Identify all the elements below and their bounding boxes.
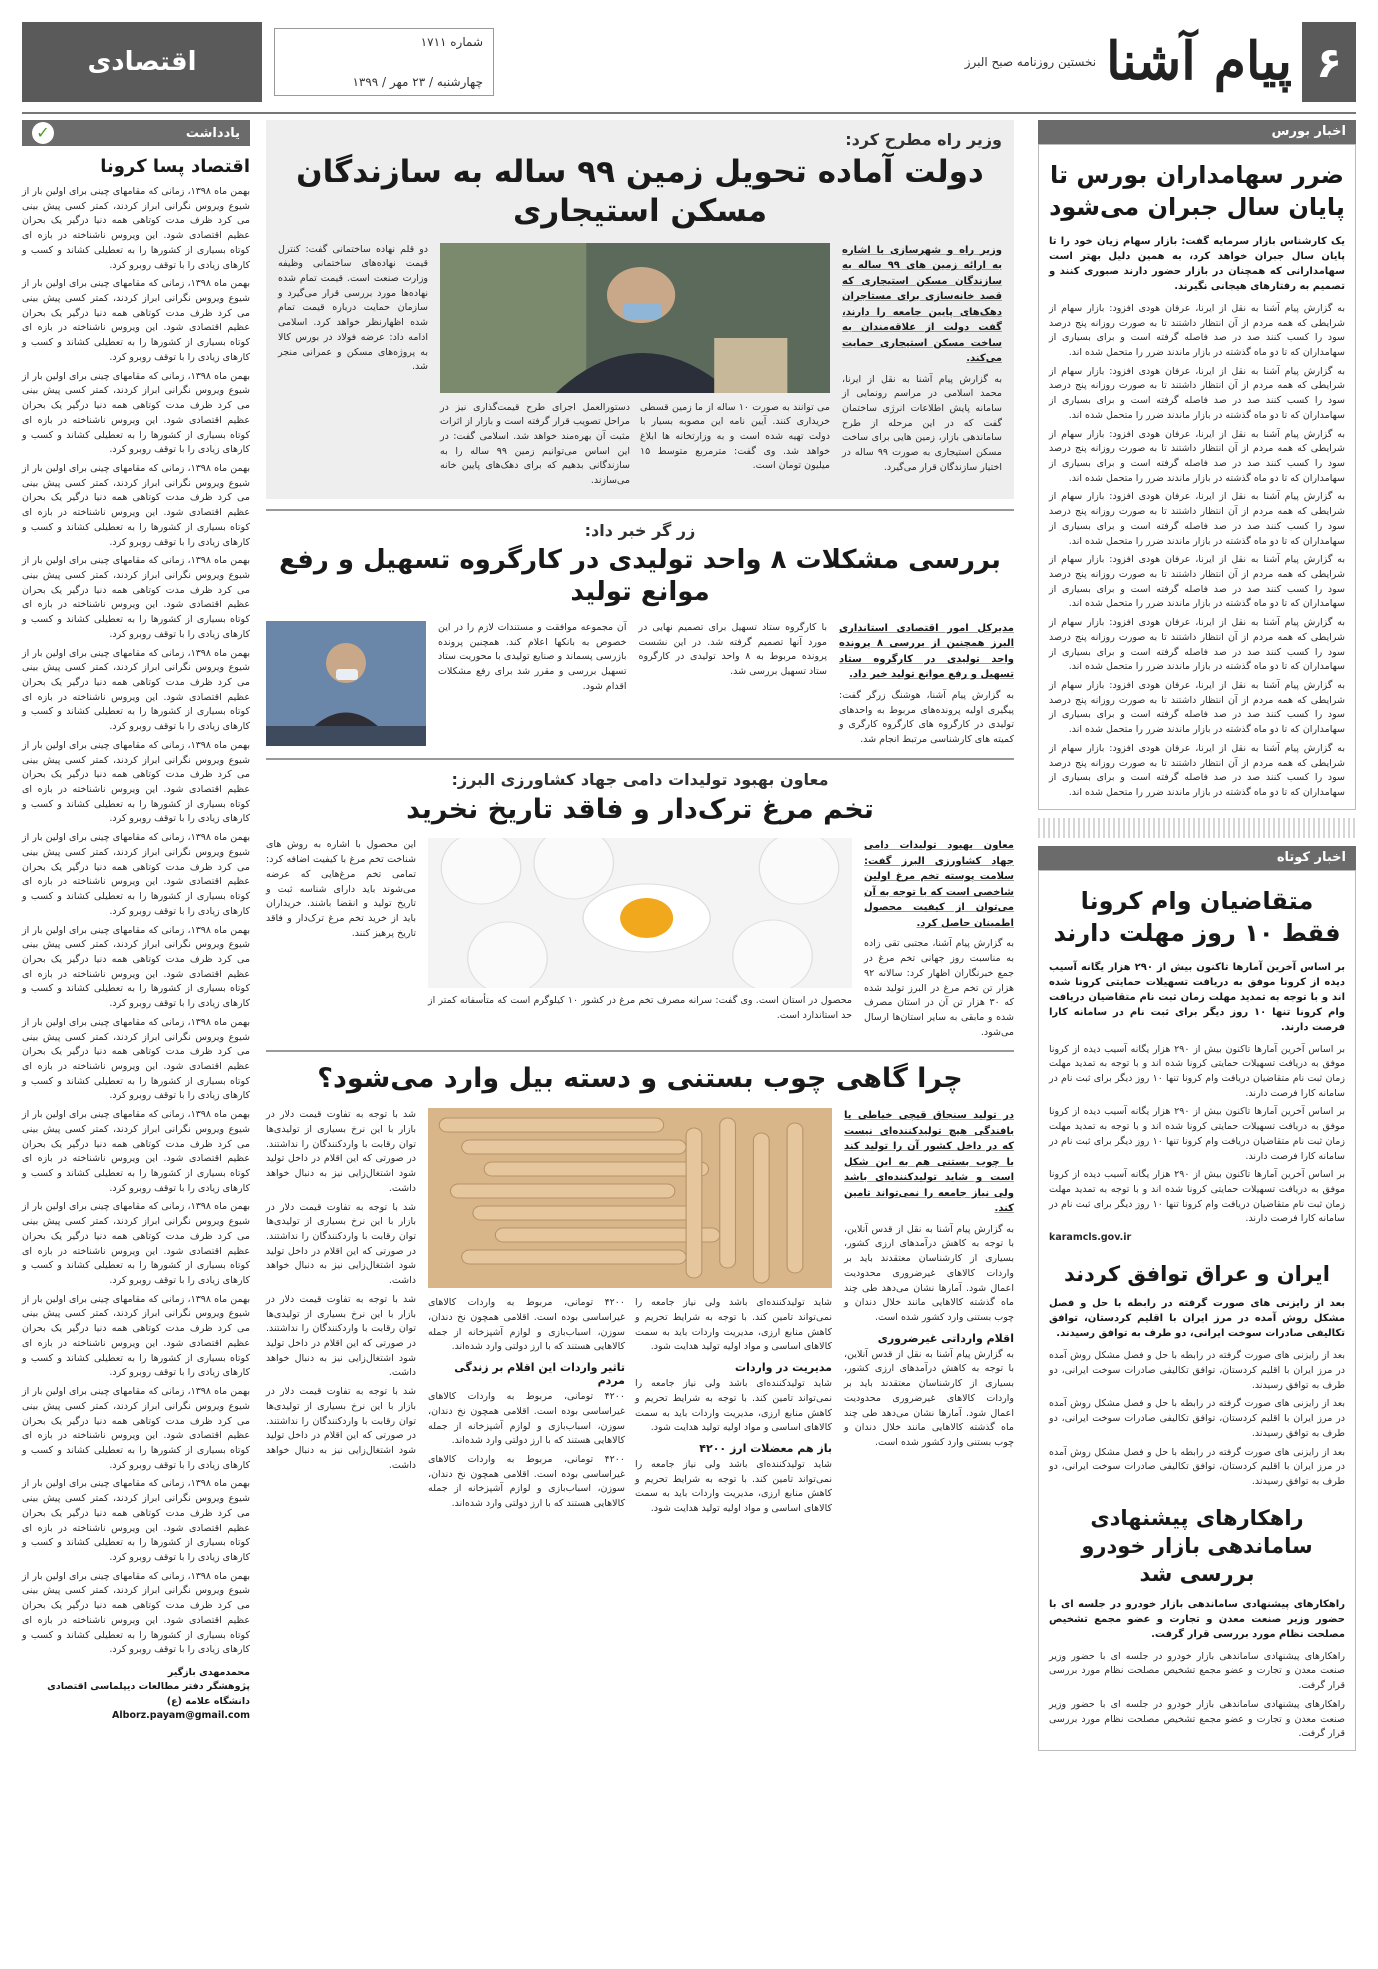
note-body-12: بهمن ماه ۱۳۹۸، زمانی که مقامهای چینی برای اولین بار از شیوع ویروس نگرانی ابراز کردند، کمتر کسی پیش بینی می کرد ظرف مدت کوتاهی همه دنیا درگیر یک بحران عظیم اقتصادی شود. این ویروس ناشناخته در بازه ای کوتاه بسیاری از کشورها را به تعطیلی کشاند و کسب و کارهای زیادی را با توقف روبرو کرد. (22, 1201, 251, 1287)
author-block (22, 1666, 250, 1723)
eggs-body-c: این محصول با اشاره به روش های شناخت تخم مرغ با کیفیت اضافه کرد: تمامی تخم مرغ‌هایی که عرضه می‌شوند باید دارای شناسه ثبت و تاریخ تولید و انقضا باشند. خریداران باید از خرید تخم مرغ ترک‌دار و فاقد تاریخ پرهیز کنند. (266, 839, 416, 939)
bourse-body-8: به گزارش پیام آشنا به نقل از ایرنا، عرفان هودی افزود: بازار سهام از شرایطی که همه مردم از آن انتظار داشتند تا به صورت روزانه پنج درصد سود را کسب کنند صد در صد فاصله گرفته است و برای بسیاری از سهامداران که تا دو ماه گذشته در بازار ماندند ضرر را متحمل شده اند. (1049, 742, 1345, 799)
bourse-body: به گزارش پیام آشنا به نقل از ایرنا، عرفان هودی افزود: بازار سهام از شرایطی که همه مردم از آن انتظار داشتند تا به صورت روزانه پنج درصد سود را کسب کنند صد در صد فاصله گرفته است و برای بسیاری از سهامداران که تا دو ماه گذشته در بازار ماندند ضرر را متحمل شده اند. (1049, 302, 1345, 358)
note-body-9: بهمن ماه ۱۳۹۸، زمانی که مقامهای چینی برای اولین بار از شیوع ویروس نگرانی ابراز کردند، کمتر کسی پیش بینی می کرد ظرف مدت کوتاهی همه دنیا درگیر یک بحران عظیم اقتصادی شود. این ویروس ناشناخته در بازه ای کوتاه بسیاری از کشورها را به تعطیلی کشاند و کسب و کارهای زیادی را با توقف روبرو کرد. (22, 924, 251, 1010)
popsicle-sticks-photo (428, 1108, 832, 1288)
note-body-13: بهمن ماه ۱۳۹۸، زمانی که مقامهای چینی برای اولین بار از شیوع ویروس نگرانی ابراز کردند، کمتر کسی پیش بینی می کرد ظرف مدت کوتاهی همه دنیا درگیر یک بحران عظیم اقتصادی شود. این ویروس ناشناخته در بازه ای کوتاه بسیاری از کشورها را به تعطیلی کشاند و کسب و کارهای زیادی را با توقف روبرو کرد. (22, 1293, 251, 1379)
production-body-b: با کارگروه ستاد تسهیل برای تصمیم نهایی در مورد آنها تصمیم گرفته شد. در این نشست پرونده مربوط به ۸ واحد تولیدی در کارگروه ستاد تسهیل بررسی شد. (638, 621, 828, 677)
section-bar-short-news: اخبار کوتاه (1038, 846, 1356, 870)
right-column (1038, 120, 1356, 1751)
imports-body-a2: به گزارش پیام آشنا به نقل از قدس آنلاین، با توجه به کاهش درآمدهای ارزی کشور، بسیاری از کارشناسان معتقدند باید بر واردات کالاهای غیرضروری محدودیت اعمال شود. آمارها نشان می‌دهد طی چند ماه گذشته کالاهایی مانند خلال دندان و چوب بستنی وارد کشور شده است. (844, 1348, 1014, 1449)
divider-dots (1038, 818, 1356, 838)
minister-photo-graphic (440, 243, 830, 393)
imports-body-c3: شاید تولیدکننده‌ای باشد ولی نیاز جامعه را نمی‌تواند تامین کند. با توجه به شرایط تحریم و کاهش منابع ارزی، مدیریت واردات باید به سمت کالاهای اساسی و مواد اولیه تولید هدایت شود. (635, 1458, 832, 1515)
imports-body-d2: شد با توجه به تفاوت قیمت دلار در بازار با این نرخ بسیاری از تولیدی‌ها توان رقابت با واردکنندگان را نداشتند. در صورتی که این اقلام در داخل تولید شود اشتغال‌زایی نیز به دنبال خواهد داشت. (266, 1201, 416, 1287)
issue-info (274, 28, 494, 96)
eggs-lead: معاون بهبود تولیدات دامی جهاد کشاورزی البرز گفت: سلامت پوسته تخم مرغ اولین شاخصی است که با توجه به آن می‌توان از کیفیت محصول اطمینان حاصل کرد. (864, 840, 1014, 929)
car-market-body: راهکارهای پیشنهادی ساماندهی بازار خودرو در جلسه ای با حضور وزیر صنعت معدن و تجارت و عضو مجمع تشخیص مصلحت نظام مورد بررسی قرار گرفت. (1049, 1650, 1345, 1692)
bourse-body-3: به گزارش پیام آشنا به نقل از ایرنا، عرفان هودی افزود: بازار سهام از شرایطی که همه مردم از آن انتظار داشتند تا به صورت روزانه پنج درصد سود را کسب کنند صد در صد فاصله گرفته است و برای بسیاری از سهامداران که تا دو ماه گذشته در بازار ماندند ضرر را متحمل شده اند. (1049, 428, 1345, 484)
article-housing (266, 120, 1014, 499)
official-photo-graphic (266, 621, 426, 746)
note-bar (22, 120, 250, 146)
section-title: اقتصادی (22, 22, 262, 102)
iraq-body: بعد از رایزنی های صورت گرفته در رابطه با حل و فصل مشکل روش آمده در مرز ایران با اقلیم کردستان، توافق تکالیفی صادرات سوخت ایرانی، دو طرف به توافق رسیدند. (1049, 1350, 1345, 1391)
car-market-lead: راهکارهای پیشنهادی ساماندهی بازار خودرو در جلسه ای با حضور وزیر صنعت معدن و تجارت و عضو مجمع تشخیص مصلحت نظام مورد بررسی قرار گرفت. (1049, 1598, 1345, 1640)
article-production (266, 521, 1014, 748)
note-body: بهمن ماه ۱۳۹۸، زمانی که مقامهای چینی برای اولین بار از شیوع ویروس نگرانی ابراز کردند، کمتر کسی پیش بینی می کرد ظرف مدت کوتاهی همه دنیا درگیر یک بحران عظیم اقتصادی شود. این ویروس ناشناخته در بازه ای کوتاه بسیاری از کشورها را به تعطیلی کشاند و کسب و کارهای زیادی را با توقف روبرو کرد. (22, 186, 251, 271)
note-body-16: بهمن ماه ۱۳۹۸، زمانی که مقامهای چینی برای اولین بار از شیوع ویروس نگرانی ابراز کردند، کمتر کسی پیش بینی می کرد ظرف مدت کوتاهی همه دنیا درگیر یک بحران عظیم اقتصادی شود. این ویروس ناشناخته در بازه ای کوتاه بسیاری از کشورها را به تعطیلی کشاند و کسب و کارهای زیادی را با توقف روبرو کرد. (22, 1570, 251, 1656)
author-email: Alborz.payam@gmail.com (112, 1709, 250, 1721)
iraq-lead: بعد از رایزنی های صورت گرفته در رابطه با حل و فصل مشکل روش آمده در مرز ایران با اقلیم کردستان، توافق تکالیفی صادرات سوخت ایرانی، دو طرف به توافق رسیدند. (1049, 1298, 1345, 1340)
issue-number: شماره ۱۷۱۱ (420, 35, 483, 49)
main-articles (266, 120, 1014, 1517)
imports-body-d4: شد با توجه به تفاوت قیمت دلار در بازار با این نرخ بسیاری از تولیدی‌ها توان رقابت با واردکنندگان را نداشتند. در صورتی که این اقلام در داخل تولید شود اشتغال‌زایی نیز به دنبال خواهد داشت. (266, 1386, 416, 1471)
note-body-2: بهمن ماه ۱۳۹۸، زمانی که مقامهای چینی برای اولین بار از شیوع ویروس نگرانی ابراز کردند، کمتر کسی پیش بینی می کرد ظرف مدت کوتاهی همه دنیا درگیر یک بحران عظیم اقتصادی شود. این ویروس ناشناخته در بازه ای کوتاه بسیاری از کشورها را به تعطیلی کشاند و کسب و کارهای زیادی را با توقف روبرو کرد. (22, 278, 251, 363)
imports-body-a: به گزارش پیام آشنا به نقل از قدس آنلاین، با توجه به کاهش درآمدهای ارزی کشور، بسیاری از کارشناسان معتقدند باید بر واردات کالاهای غیرضروری محدودیت اعمال شود. آمارها نشان می‌دهد طی چند ماه گذشته کالاهایی مانند خلال دندان و چوب بستنی وارد کشور شده است. (844, 1223, 1014, 1324)
note-body-14: بهمن ماه ۱۳۹۸، زمانی که مقامهای چینی برای اولین بار از شیوع ویروس نگرانی ابراز کردند، کمتر کسی پیش بینی می کرد ظرف مدت کوتاهی همه دنیا درگیر یک بحران عظیم اقتصادی شود. این ویروس ناشناخته در بازه ای کوتاه بسیاری از کشورها را به تعطیلی کشاند و کسب و کارهای زیادی را با توقف روبرو کرد. (22, 1386, 251, 1471)
production-body-c: آن مجموعه موافقت و مستندات لازم را در این خصوص به بانکها اعلام کند. همچنین پرونده بازرسی پسماند و صنایع تولیدی با محوریت ستاد تسهیل بررسی و مقرر شد برای رفع مشکلات اقدام شود. (438, 621, 627, 692)
bourse-lead: یک کارشناس بازار سرمایه گفت: بازار سهام زیان خود را تا پایان سال جبران خواهد کرد، به همین دلیل بهتر است سهامدارانی که همچنان در بازار حضور دارند صبوری کنند و تصمیم به رفتارهای هیجانی نگیرند. (1049, 235, 1345, 292)
bourse-headline: ضرر سهامداران بورس تا پایان سال جبران می‌شود (1049, 161, 1345, 222)
note-body-4: بهمن ماه ۱۳۹۸، زمانی که مقامهای چینی برای اولین بار از شیوع ویروس نگرانی ابراز کردند، کمتر کسی پیش بینی می کرد ظرف مدت کوتاهی همه دنیا درگیر یک بحران عظیم اقتصادی شود. این ویروس ناشناخته در بازه ای کوتاه بسیاری از کشورها را به تعطیلی کشاند و کسب و کارهای زیادی را با توقف روبرو کرد. (22, 462, 251, 548)
imports-subhead-2: تاثیر واردات این اقلام بر زندگی مردم (454, 1361, 625, 1388)
article-eggs (266, 770, 1014, 1041)
imports-body-b3: ۴۲۰۰ تومانی، مربوط به واردات کالاهای غیراساسی بوده است. اقلامی همچون نخ دندان، سوزن، اسباب‌بازی و لوازم آشپزخانه از جمله کالاهایی هستند که با ارز دولتی وارد شده‌اند. (428, 1453, 625, 1510)
note-section-label: یادداشت (185, 125, 240, 141)
section-bar-bourse: اخبار بورس (1038, 120, 1356, 144)
bourse-body-2: به گزارش پیام آشنا به نقل از ایرنا، عرفان هودی افزود: بازار سهام از شرایطی که همه مردم از آن انتظار داشتند تا به صورت روزانه پنج درصد سود را کسب کنند صد در صد فاصله گرفته است و برای بسیاری از سهامداران که تا دو ماه گذشته در بازار ماندند ضرر را متحمل شده اند. (1049, 365, 1345, 421)
page-number: ۶ (1302, 22, 1356, 102)
imports-subhead-4: باز هم معضلات ارز ۴۲۰۰ (699, 1441, 832, 1455)
iraq-body-3: بعد از رایزنی های صورت گرفته در رابطه با حل و فصل مشکل روش آمده در مرز ایران با اقلیم کردستان، توافق تکالیفی صادرات سوخت ایرانی، دو طرف به توافق رسیدند. (1049, 1446, 1345, 1487)
iraq-headline: ایران و عراق توافق کردند (1064, 1261, 1330, 1286)
masthead (22, 22, 1356, 102)
official-photo (266, 621, 426, 746)
loan-body-3: بر اساس آخرین آمارها تاکنون بیش از ۲۹۰ هزار یگانه آسیب دیده از کرونا موفق به دریافت تسهیلات حمایتی کرونا شده اند و با توجه به تمدید مهلت زمان ثبت نام متقاضیان دریافت وام کرونا تنها ۱۰ روز دیگر برای ثبت نام در سامانه کارا فرصت دارند. (1049, 1169, 1345, 1225)
top-rule (22, 112, 1356, 114)
production-lead: مدیرکل امور اقتصادی استانداری البرز همچنین از بررسی ۸ پرونده واحد تولیدی در کارگروه ستاد تسهیل و رفع موانع تولید خبر داد. (839, 622, 1015, 681)
eggs-photo (428, 838, 852, 988)
housing-body-c: می توانند به صورت ۱۰ ساله از ما زمین قسطی خریداری کنند. آیین نامه این مصوبه بسیار با دولت تهیه شده است و به وزارتخانه ها ابلاغ خواهد شد. وی گفت: مترمربع متوسط ۱۵ میلیون تومان است. (640, 401, 830, 472)
author-role: پژوهشگر دفتر مطالعات دیپلماسی اقتصادی دانشگاه علامه (ع) (47, 1681, 250, 1707)
popsicle-sticks-graphic (428, 1108, 832, 1288)
iraq-body-2: بعد از رایزنی های صورت گرفته در رابطه با حل و فصل مشکل روش آمده در مرز ایران با اقلیم کردستان، توافق تکالیفی صادرات سوخت ایرانی، دو طرف به توافق رسیدند. (1049, 1398, 1345, 1439)
note-body-6: بهمن ماه ۱۳۹۸، زمانی که مقامهای چینی برای اولین بار از شیوع ویروس نگرانی ابراز کردند، کمتر کسی پیش بینی می کرد ظرف مدت کوتاهی همه دنیا درگیر یک بحران عظیم اقتصادی شود. این ویروس ناشناخته در بازه ای کوتاه بسیاری از کشورها را به تعطیلی کشاند و کسب و کارهای زیادی را با توقف روبرو کرد. (22, 647, 251, 733)
bourse-body-5: به گزارش پیام آشنا به نقل از ایرنا، عرفان هودی افزود: بازار سهام از شرایطی که همه مردم از آن انتظار داشتند تا به صورت روزانه پنج درصد سود را کسب کنند صد در صد فاصله گرفته است و برای بسیاری از سهامداران که تا دو ماه گذشته در بازار ماندند ضرر را متحمل شده اند. (1049, 554, 1345, 610)
eggs-kicker: معاون بهبود تولیدات دامی جهاد کشاورزی البرز: (451, 769, 829, 789)
note-body-8: بهمن ماه ۱۳۹۸، زمانی که مقامهای چینی برای اولین بار از شیوع ویروس نگرانی ابراز کردند، کمتر کسی پیش بینی می کرد ظرف مدت کوتاهی همه دنیا درگیر یک بحران عظیم اقتصادی شود. این ویروس ناشناخته در بازه ای کوتاه بسیاری از کشورها را به تعطیلی کشاند و کسب و کارهای زیادی را با توقف روبرو کرد. (22, 832, 251, 917)
note-body-11: بهمن ماه ۱۳۹۸، زمانی که مقامهای چینی برای اولین بار از شیوع ویروس نگرانی ابراز کردند، کمتر کسی پیش بینی می کرد ظرف مدت کوتاهی همه دنیا درگیر یک بحران عظیم اقتصادی شود. این ویروس ناشناخته در بازه ای کوتاه بسیاری از کشورها را به تعطیلی کشاند و کسب و کارهای زیادی را با توقف روبرو کرد. (22, 1109, 251, 1194)
imports-headline: چرا گاهی چوب بستنی و دسته بیل وارد می‌شود؟ (317, 1063, 963, 1095)
eggs-body-b: محصول در استان است. وی گفت: سرانه مصرف تخم مرغ در کشور ۱۰ کیلوگرم است که متأسفانه کمتر از حد استاندارد است. (428, 995, 852, 1022)
imports-body-c2: شاید تولیدکننده‌ای باشد ولی نیاز جامعه را نمی‌تواند تامین کند. با توجه به شرایط تحریم و کاهش منابع ارزی، مدیریت واردات باید به سمت کالاهای اساسی و مواد اولیه تولید هدایت شود. (635, 1378, 832, 1434)
bourse-article (1038, 144, 1356, 810)
note-body-5: بهمن ماه ۱۳۹۸، زمانی که مقامهای چینی برای اولین بار از شیوع ویروس نگرانی ابراز کردند، کمتر کسی پیش بینی می کرد ظرف مدت کوتاهی همه دنیا درگیر یک بحران عظیم اقتصادی شود. این ویروس ناشناخته در بازه ای کوتاه بسیاری از کشورها را به تعطیلی کشاند و کسب و کارهای زیادی را با توقف روبرو کرد. (22, 555, 251, 640)
note-title: اقتصاد پسا کرونا (100, 156, 250, 177)
housing-lead: وزیر راه و شهرسازی با اشاره به ارائه زمین های ۹۹ ساله به سازندگان مسکن استیجاری که قصد خانه‌سازی برای مستاجران دهک‌های پایین جامعه را دارند، گفت دولت از علاقه‌مندان به ساخت مسکن استیجاری حمایت می‌کند. (842, 244, 1002, 364)
minister-photo (440, 243, 830, 393)
newspaper-logo: پیام آشنا (1106, 31, 1292, 92)
issue-date: چهارشنبه / ۲۳ مهر / ۱۳۹۹ (352, 75, 483, 89)
check-icon: ✓ (32, 122, 54, 144)
imports-body-c: شاید تولیدکننده‌ای باشد ولی نیاز جامعه را نمی‌تواند تامین کند. با توجه به شرایط تحریم و کاهش منابع ارزی، مدیریت واردات باید به سمت کالاهای اساسی و مواد اولیه تولید هدایت شود. (635, 1297, 832, 1353)
note-body-10: بهمن ماه ۱۳۹۸، زمانی که مقامهای چینی برای اولین بار از شیوع ویروس نگرانی ابراز کردند، کمتر کسی پیش بینی می کرد ظرف مدت کوتاهی همه دنیا درگیر یک بحران عظیم اقتصادی شود. این ویروس ناشناخته در بازه ای کوتاه بسیاری از کشورها را به تعطیلی کشاند و کسب و کارهای زیادی را با توقف روبرو کرد. (22, 1016, 251, 1102)
loan-lead: بر اساس آخرین آمارها تاکنون بیش از ۲۹۰ هزار یگانه آسیب دیده از کرونا موفق به دریافت تسهیلات حمایتی کرونا شده اند و با توجه به تمدید مهلت زمان ثبت نام متقاضیان دریافت وام کرونا تنها ۱۰ روز دیگر برای ثبت نام در سامانه کارا فرصت دارند. (1049, 961, 1345, 1033)
author-name: محمدمهدی بازگیر (167, 1667, 250, 1678)
note-body-7: بهمن ماه ۱۳۹۸، زمانی که مقامهای چینی برای اولین بار از شیوع ویروس نگرانی ابراز کردند، کمتر کسی پیش بینی می کرد ظرف مدت کوتاهی همه دنیا درگیر یک بحران عظیم اقتصادی شود. این ویروس ناشناخته در بازه ای کوتاه بسیاری از کشورها را به تعطیلی کشاند و کسب و کارهای زیادی را با توقف روبرو کرد. (22, 739, 251, 825)
article-imports (266, 1062, 1014, 1516)
bourse-body-6: به گزارش پیام آشنا به نقل از ایرنا، عرفان هودی افزود: بازار سهام از شرایطی که همه مردم از آن انتظار داشتند تا به صورت روزانه پنج درصد سود را کسب کنند صد در صد فاصله گرفته است و برای بسیاری از سهامداران که تا دو ماه گذشته در بازار ماندند ضرر را متحمل شده اند. (1049, 617, 1345, 673)
bourse-body-4: به گزارش پیام آشنا به نقل از ایرنا، عرفان هودی افزود: بازار سهام از شرایطی که همه مردم از آن انتظار داشتند تا به صورت روزانه پنج درصد سود را کسب کنند صد در صد فاصله گرفته است و برای بسیاری از سهامداران که تا دو ماه گذشته در بازار ماندند ضرر را متحمل شده اند. (1049, 491, 1345, 547)
housing-body-a: به گزارش پیام آشنا به نقل از ایرنا، محمد اسلامی در مراسم رونمایی از سامانه پایش اطلاعات انرژی ساختمان گفت که در این مرحله از طرح ساماندهی بازار، زمین هایی برای ساخت مسکن استیجاری به صورت ۹۹ ساله در اختیار سازندگان قرار می‌گیرد. (842, 373, 1002, 473)
production-headline: بررسی مشکلات ۸ واحد تولیدی در کارگروه تسهیل و رفع موانع تولید (279, 544, 1001, 608)
short-news-box (1038, 870, 1356, 1751)
housing-headline: دولت آماده تحویل زمین ۹۹ ساله به سازندگان مسکن استیجاری (296, 154, 984, 229)
imports-body-d3: شد با توجه به تفاوت قیمت دلار در بازار با این نرخ بسیاری از تولیدی‌ها توان رقابت با واردکنندگان را نداشتند. در صورتی که این اقلام در داخل تولید شود اشتغال‌زایی نیز به دنبال خواهد داشت. (266, 1293, 416, 1379)
car-market-headline: راهکارهای پیشنهادی ساماندهی بازار خودرو بررسی شد (1081, 1505, 1313, 1587)
production-kicker: زر گر خبر داد: (584, 520, 696, 540)
housing-body-b: دستورالعمل اجرای طرح قیمت‌گذاری نیز در مراحل تصویب قرار گرفته است و بازار از اثرات مثبت آن بهره‌مند خواهد شد. اسلامی گفت: در این اساس می‌توانیم زمین ۹۹ ساله را به سازندگانی بدهیم که برای دهک‌های پایین خانه می‌سازند. (440, 401, 630, 487)
eggs-headline: تخم مرغ ترک‌دار و فاقد تاریخ نخرید (406, 793, 874, 825)
loan-body: بر اساس آخرین آمارها تاکنون بیش از ۲۹۰ هزار یگانه آسیب دیده از کرونا موفق به دریافت تسهیلات حمایتی کرونا شده اند و با توجه به تمدید مهلت زمان ثبت نام متقاضیان دریافت وام کرونا تنها ۱۰ روز دیگر برای ثبت نام در سامانه کارا فرصت دارند. (1049, 1043, 1345, 1099)
bourse-body-7: به گزارش پیام آشنا به نقل از ایرنا، عرفان هودی افزود: بازار سهام از شرایطی که همه مردم از آن انتظار داشتند تا به صورت روزانه پنج درصد سود را کسب کنند صد در صد فاصله گرفته است و برای بسیاری از سهامداران که تا دو ماه گذشته در بازار ماندند ضرر را متحمل شده اند. (1049, 680, 1345, 736)
imports-body-b: ۴۲۰۰ تومانی، مربوط به واردات کالاهای غیراساسی بوده است. اقلامی همچون نخ دندان، سوزن، اسباب‌بازی و لوازم آشپزخانه از جمله کالاهایی هستند که با ارز دولتی وارد شده‌اند. (428, 1297, 625, 1353)
eggs-photo-graphic (428, 838, 852, 988)
loan-website: karamcls.gov.ir (1049, 1232, 1132, 1244)
imports-body-d: شد با توجه به تفاوت قیمت دلار در بازار با این نرخ بسیاری از تولیدی‌ها توان رقابت با واردکنندگان را نداشتند. در صورتی که این اقلام در داخل تولید شود اشتغال‌زایی نیز به دنبال خواهد داشت. (266, 1109, 416, 1194)
loan-headline: متقاضیان وام کرونا فقط ۱۰ روز مهلت دارند (1053, 886, 1341, 948)
note-body-3: بهمن ماه ۱۳۹۸، زمانی که مقامهای چینی برای اولین بار از شیوع ویروس نگرانی ابراز کردند، کمتر کسی پیش بینی می کرد ظرف مدت کوتاهی همه دنیا درگیر یک بحران عظیم اقتصادی شود. این ویروس ناشناخته در بازه ای کوتاه بسیاری از کشورها را به تعطیلی کشاند و کسب و کارهای زیادی را با توقف روبرو کرد. (22, 370, 251, 456)
logo-block (926, 22, 1356, 102)
imports-lead: در تولید سنجاق قیچی خیاطی یا بافندگی هیچ تولیدکننده‌ای نیست که در داخل کشور آن را تولید کند یا چوب بستنی هم به این شکل است و شاید تولیدکننده‌ای باشد ولی نیاز جامعه را نمی‌تواند تامین کند. (844, 1110, 1014, 1215)
imports-body-b2: ۴۲۰۰ تومانی، مربوط به واردات کالاهای غیراساسی بوده است. اقلامی همچون نخ دندان، سوزن، اسباب‌بازی و لوازم آشپزخانه از جمله کالاهایی هستند که با ارز دولتی وارد شده‌اند. (428, 1391, 625, 1447)
housing-kicker: وزیر راه مطرح کرد: (845, 130, 1002, 149)
imports-subhead-1: اقلام وارداتی غیرضروری (877, 1331, 1014, 1345)
production-body-a: به گزارش پیام آشنا، هوشنگ زرگر گفت: پیگیری اولیه پرونده‌های مربوط به واحدهای تولیدی در کارگروه های کارگروه کارگری و کمیته های کارشناسی مرتبط انجام شد. (839, 689, 1014, 745)
left-column (22, 120, 250, 1723)
housing-body-d: دو قلم نهاده ساختمانی گفت: کنترل قیمت نهاده‌های ساختمانی وظیفه وزارت صنعت است. قیمت تمام شده نهاده‌ها مورد بررسی قرار می‌گیرد و سازمان حمایت درباره قیمت تمام شده اظهارنظر خواهد کرد. اسلامی ادامه داد: عرضه فولاد در بورس کالا به پروژه‌های مسکن و عمرانی منجر شد. (278, 243, 428, 373)
loan-body-2: بر اساس آخرین آمارها تاکنون بیش از ۲۹۰ هزار یگانه آسیب دیده از کرونا موفق به دریافت تسهیلات حمایتی کرونا شده اند و با توجه به تمدید مهلت زمان ثبت نام متقاضیان دریافت وام کرونا تنها ۱۰ روز دیگر برای ثبت نام در سامانه کارا فرصت دارند. (1049, 1106, 1345, 1162)
note-body-15: بهمن ماه ۱۳۹۸، زمانی که مقامهای چینی برای اولین بار از شیوع ویروس نگرانی ابراز کردند، کمتر کسی پیش بینی می کرد ظرف مدت کوتاهی همه دنیا درگیر یک بحران عظیم اقتصادی شود. این ویروس ناشناخته در بازه ای کوتاه بسیاری از کشورها را به تعطیلی کشاند و کسب و کارهای زیادی را با توقف روبرو کرد. (22, 1478, 251, 1563)
imports-subhead-3: مدیریت در واردات (735, 1361, 832, 1375)
car-market-body-2: راهکارهای پیشنهادی ساماندهی بازار خودرو در جلسه ای با حضور وزیر صنعت معدن و تجارت و عضو مجمع تشخیص مصلحت نظام مورد بررسی قرار گرفت. (1049, 1698, 1345, 1740)
separator (266, 509, 1014, 511)
newspaper-subtitle: نخستین روزنامه صبح البرز (964, 55, 1097, 69)
eggs-body-a: به گزارش پیام آشنا، مجتبی تقی زاده به مناسبت روز جهانی تخم مرغ در جمع خبرنگاران اظهار کرد: سالانه ۹۲ هزار تن تخم مرغ در البرز تولید شده که ۳۰ هزار تن آن در استان مصرف شده و مابقی به سایر استان‌ها ارسال می‌شود. (864, 938, 1014, 1038)
